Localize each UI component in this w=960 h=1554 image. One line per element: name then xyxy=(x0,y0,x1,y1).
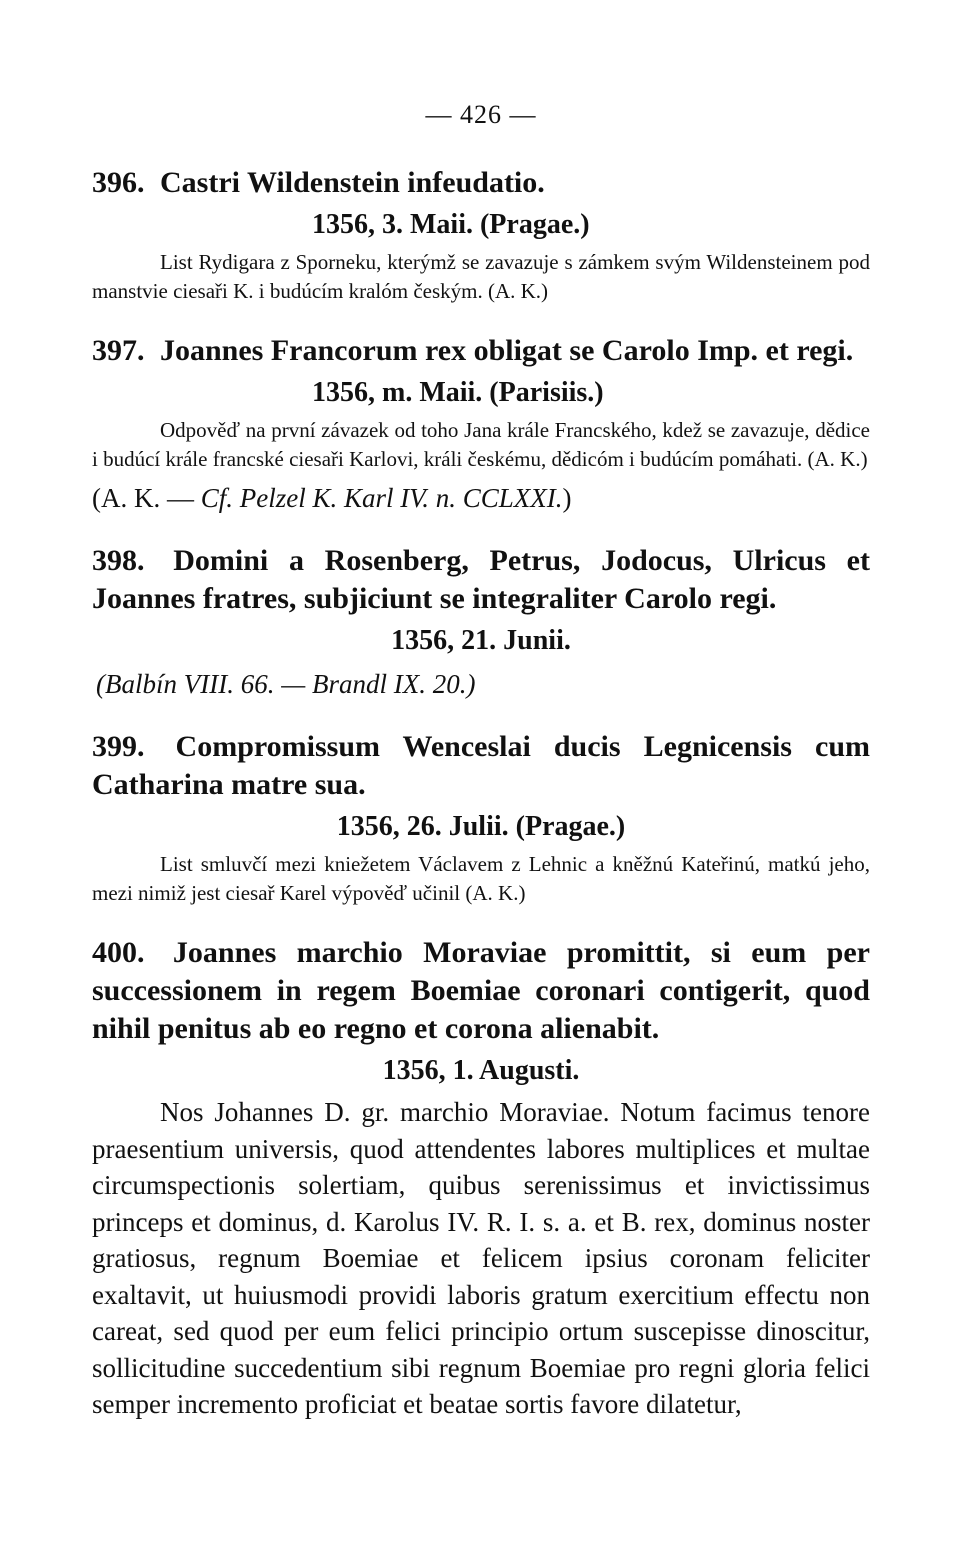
entry-400 xyxy=(92,934,870,1423)
entry-398 xyxy=(92,542,870,702)
entry-summary: List smluvčí mezi kniežetem Václavem z Lehnic a kněžnú Kateřinú, matkú jeho, mezi nimiž jest ciesař Karel výpověď učinil (A. K.) xyxy=(92,852,870,905)
reference-citation: Cf. Pelzel K. Karl IV. n. CCLXXI. xyxy=(200,483,563,513)
page-number: — 426 — xyxy=(425,100,537,129)
entry-heading xyxy=(92,934,870,1048)
entry-number: 396. xyxy=(92,166,145,199)
entry-heading xyxy=(92,164,870,202)
entry-399 xyxy=(92,728,870,908)
document-page xyxy=(92,100,870,1449)
entry-date: 1356, 26. Julii. (Pragae.) xyxy=(336,811,626,842)
reference-suffix: ) xyxy=(562,483,572,513)
entry-number: 400. xyxy=(92,936,145,969)
entry-reference xyxy=(92,666,870,702)
entry-title: Joannes Francorum rex obligat se Carolo Imp. et regi. xyxy=(160,334,854,367)
entry-number: 398. xyxy=(92,544,145,577)
reference-prefix: (A. K. — xyxy=(92,483,201,513)
entry-summary: Odpověď na první závazek od toho Jana krále Francského, kdež se zavazuje, dědice i budúcí krále francské ciesaři Karlovi, králi českému, dědicóm i budúcím pomáhati. (A. K.) xyxy=(92,418,870,471)
entry-title: Castri Wildenstein infeudatio. xyxy=(160,166,545,199)
entry-summary: List Rydigara z Sporneku, kterýmž se zavazuje s zámkem svým Wildensteinem pod manstvie ciesaři K. i budúcím kralóm českým. (A. K.) xyxy=(92,250,870,303)
entry-heading xyxy=(92,728,870,804)
entry-date: 1356, m. Maii. (Parisiis.) xyxy=(312,377,604,408)
entry-date: 1356, 1. Augusti. xyxy=(382,1055,580,1086)
entry-number: 397. xyxy=(92,334,145,367)
reference-citation: (Balbín VIII. 66. — Brandl IX. 20.) xyxy=(96,669,476,699)
entry-396 xyxy=(92,164,870,306)
entry-title: Joannes marchio Moraviae promittit, si eum per successionem in regem Boemiae coronari contigerit, quod nihil penitus ab eo regno et corona alienabit. xyxy=(92,936,870,1045)
entry-title: Domini a Rosenberg, Petrus, Jodocus, Ulricus et Joannes fratres, subjiciunt se integraliter Carolo regi. xyxy=(92,544,870,615)
entry-date: 1356, 21. Junii. xyxy=(391,625,571,656)
entry-heading xyxy=(92,542,870,618)
entry-reference xyxy=(92,480,870,516)
entry-body-text: Nos Johannes D. gr. marchio Moraviae. Notum facimus tenore praesentium universis, quod attendentes labores multiplices et multae circumspectionis solertiam, quibus serenissimus et invictissimus princeps et dominus, d. Karolus IV. R. I. s. a. et B. rex, dominus noster gratiosus, regnum Boemiae et felicem ipsius coronam feliciter exaltavit, ut huiusmodi providi laboris gratum exercitium effectu non careat, sed quod per eum felici principio ortum suscepisse dinoscitur, sollicitudine succedentium sibi regnum Boemiae pro regni gloria felici semper incremento proficiat et beatae sortis favore dilatetur, xyxy=(92,1097,870,1419)
entry-number: 399. xyxy=(92,730,145,763)
entry-title: Compromissum Wenceslai ducis Legnicensis cum Catharina matre sua. xyxy=(92,730,870,801)
entry-397 xyxy=(92,332,870,516)
entry-date: 1356, 3. Maii. (Pragae.) xyxy=(312,209,590,240)
entry-heading xyxy=(92,332,870,370)
